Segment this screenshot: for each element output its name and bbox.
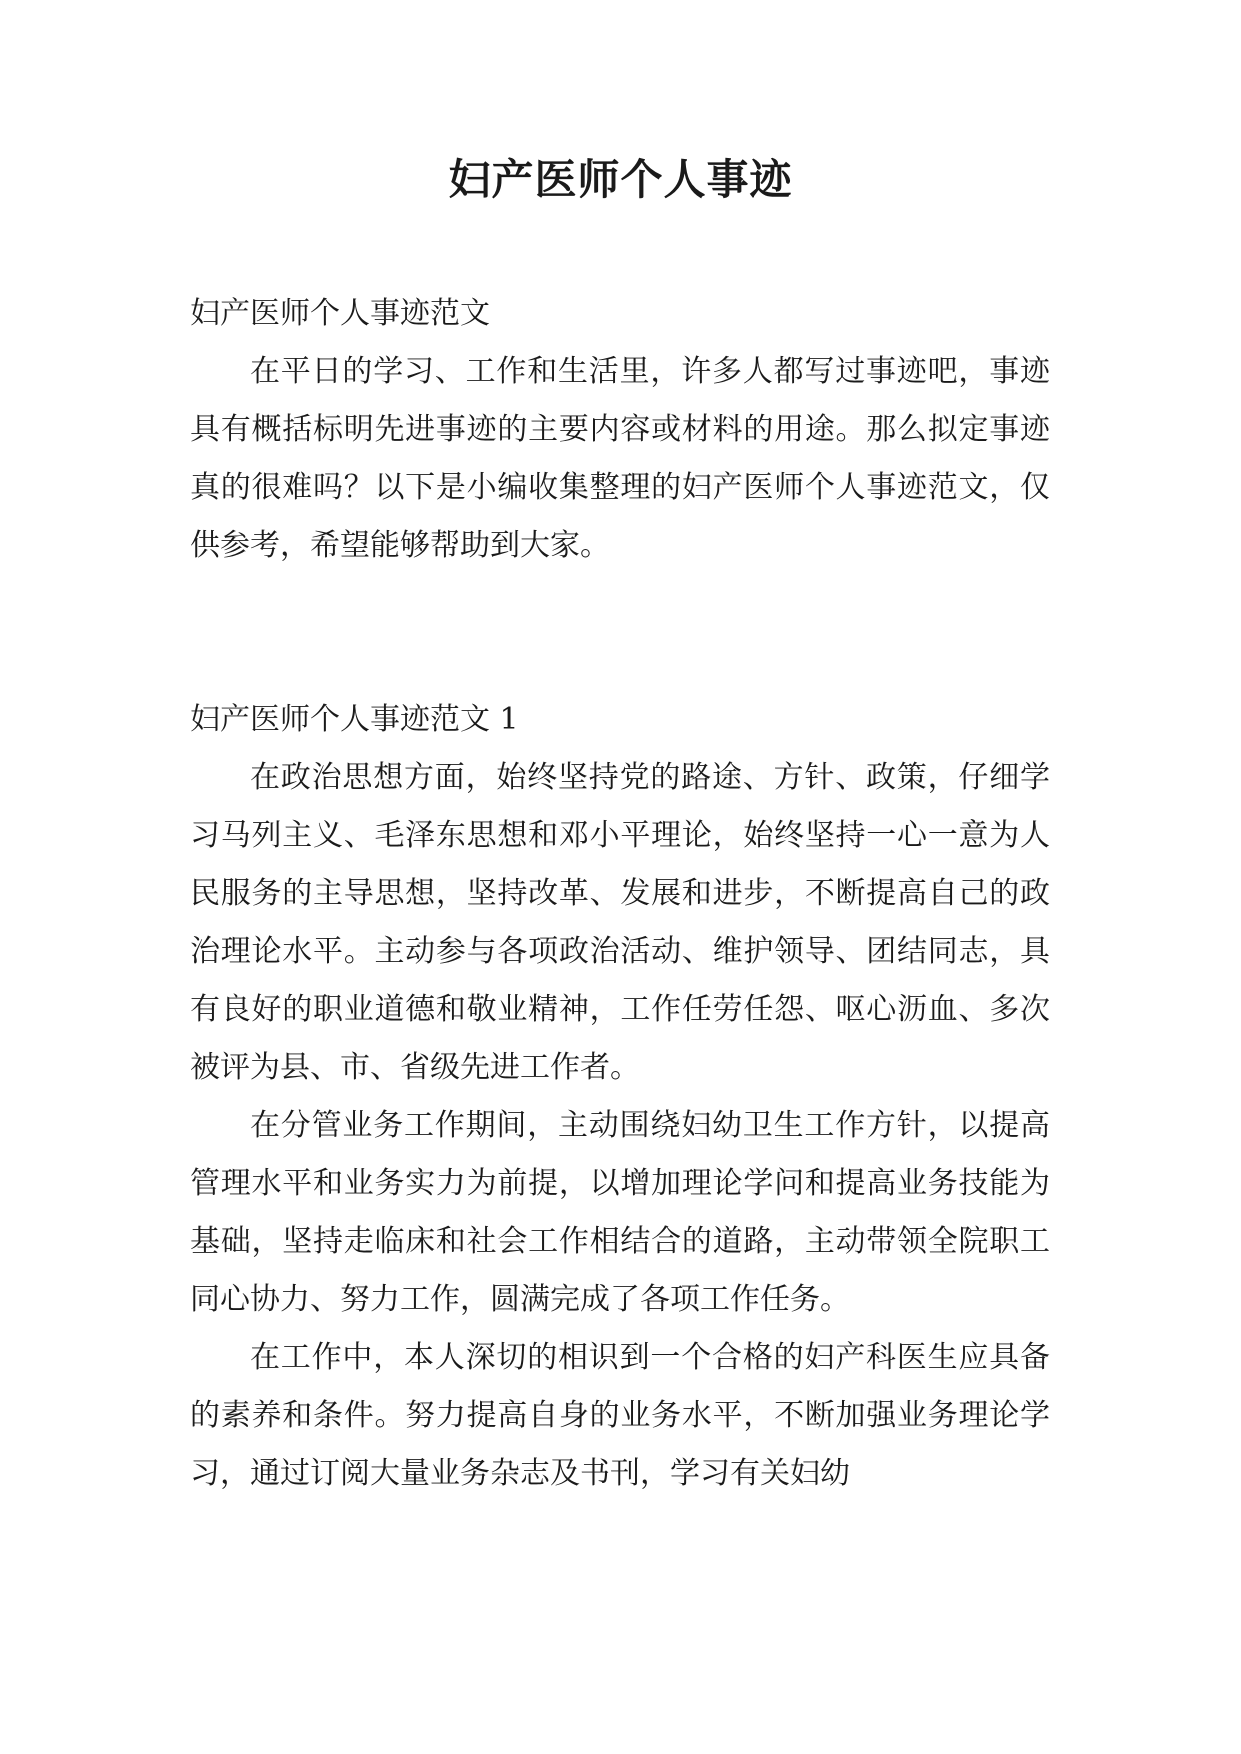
document-body <box>190 285 1050 1503</box>
document-title: 妇产医师个人事迹 <box>448 155 793 204</box>
section1-paragraph-2: 在分管业务工作期间，主动围绕妇幼卫生工作方针，以提高管理水平和业务实力为前提，以增加理论学问和提高业务技能为基础，坚持走临床和社会工作相结合的道路，主动带领全院职工同心协力、努力工作，圆满完成了各项工作任务。 <box>190 1108 1050 1317</box>
intro-heading: 妇产医师个人事迹范文 <box>190 296 490 331</box>
section1-paragraph-3: 在工作中，本人深切的相识到一个合格的妇产科医生应具备的素养和条件。努力提高自身的业务水平，不断加强业务理论学习，通过订阅大量业务杂志及书刊，学习有关妇幼 <box>190 1340 1050 1491</box>
section-spacer <box>190 575 1050 691</box>
section1-heading: 妇产医师个人事迹范文 1 <box>190 702 519 737</box>
section1-paragraph-1: 在政治思想方面，始终坚持党的路途、方针、政策，仔细学习马列主义、毛泽东思想和邓小平理论，始终坚持一心一意为人民服务的主导思想，坚持改革、发展和进步，不断提高自己的政治理论水平。主动参与各项政治活动、维护领导、团结同志，具有良好的职业道德和敬业精神，工作任劳任怨、呕心沥血、多次被评为县、市、省级先进工作者。 <box>190 760 1050 1085</box>
intro-paragraph: 在平日的学习、工作和生活里，许多人都写过事迹吧，事迹具有概括标明先进事迹的主要内容或材料的用途。那么拟定事迹真的很难吗？以下是小编收集整理的妇产医师个人事迹范文，仅供参考，希望能够帮助到大家。 <box>190 354 1050 563</box>
